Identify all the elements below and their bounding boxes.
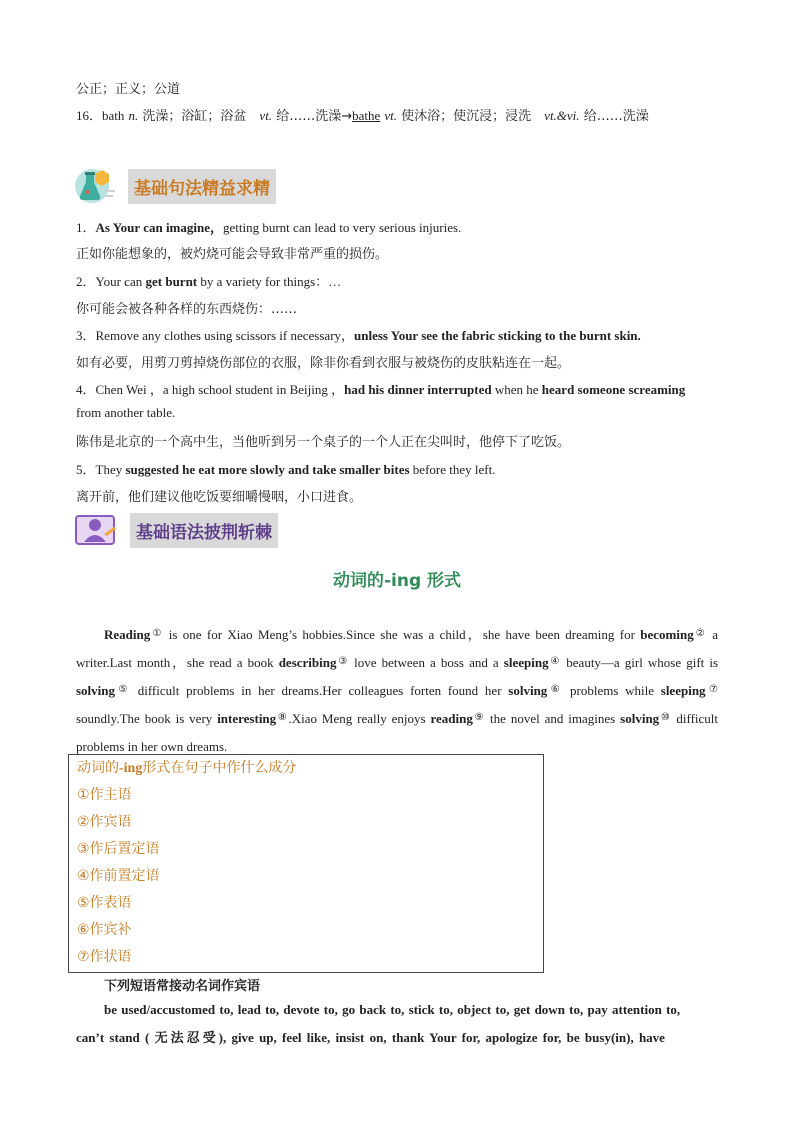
box-title-text: 形式在句子中作什么成分 [142, 760, 297, 776]
gerund-phrases-line1: be used/accustomed to, lead to, devote to, go back to, stick to, object to, get down to, pay attention to, [104, 1002, 681, 1017]
ing-word: Reading [104, 627, 151, 642]
ing-word: sleeping [503, 655, 549, 670]
ing-word: solving [620, 711, 660, 726]
sentence-3 [76, 325, 641, 344]
phrase-text: can’t stand ( [76, 1030, 155, 1045]
function-item: ⑥作宾补 [77, 922, 132, 938]
function-item: ①作主语 [77, 787, 132, 803]
circle-number: ① [150, 628, 164, 639]
function-item: ⑤作表语 [77, 895, 132, 911]
pos-label: vt.&vi. [544, 108, 580, 123]
sentence-number: 3． [76, 328, 96, 343]
sentence-key: suggested he eat more slowly and take smaller bites [125, 462, 410, 477]
circle-number: ② [693, 628, 707, 639]
sentence-1-translation: 正如你能想象的，被灼烧可能会导致非常严重的损伤。 [76, 247, 389, 262]
function-list-box [68, 754, 544, 973]
phrase-gloss: 无法忍受 [154, 1031, 219, 1046]
passage-text: beauty—a girl whose gift is [561, 655, 719, 670]
section-heading-grammar [74, 510, 278, 550]
phrase-text: ), give up, feel like, insist on, thank Your for, apologize for, be busy(in), have [218, 1030, 665, 1045]
sentence-number: 2． [76, 274, 96, 289]
derived-word: bathe [352, 108, 381, 123]
passage-text: the novel and imagines [485, 711, 621, 726]
ing-word: sleeping [660, 683, 706, 698]
teacher-icon [74, 510, 120, 550]
sentence-text: before they left. [409, 462, 496, 477]
ing-word: solving [76, 683, 116, 698]
gerund-heading: 下列短语常接动名词作宾语 [104, 979, 261, 994]
gerund-phrases-line2 [76, 1027, 665, 1046]
example-passage [76, 622, 718, 760]
meaning-text: 使沐浴；使沉浸；浸洗 [397, 109, 545, 124]
pos-label: vt. [259, 108, 273, 123]
vocab-line-bath [76, 105, 649, 124]
circle-number: ⑧ [276, 712, 289, 723]
ing-word: describing [278, 655, 337, 670]
function-item: ③作后置定语 [77, 841, 160, 857]
sentence-number: 1． [76, 220, 96, 235]
sentence-4-continued: from another table. [76, 405, 176, 420]
sentence-number: 4． [76, 382, 96, 397]
sentence-text: by a variety for things：… [197, 274, 342, 289]
circle-number: ③ [336, 656, 350, 667]
grammar-topic-title: 动词的-ing 形式 [332, 571, 462, 591]
sentence-3-translation: 如有必要，用剪刀剪掉烧伤部位的衣服，除非你看到衣服与被烧伤的皮肤粘连在一起。 [76, 356, 571, 371]
section-title: 基础句法精益求精 [128, 169, 276, 204]
box-title-text: 动词的 [77, 760, 119, 776]
function-item: ⑦作状语 [77, 949, 132, 965]
circle-number: ⑤ [115, 684, 131, 695]
ing-word: reading [430, 711, 473, 726]
pos-label: vt. [384, 108, 398, 123]
ing-word: becoming [640, 627, 694, 642]
function-item: ④作前置定语 [77, 868, 160, 884]
sentence-4 [76, 379, 685, 398]
passage-text: .Xiao Meng really enjoys [288, 711, 431, 726]
sentence-key: heard someone screaming [541, 382, 686, 397]
sentence-text: when he [491, 382, 542, 397]
sentence-text: Chen Wei ，a high school student in Beijing ， [95, 382, 345, 397]
sentence-5-translation: 离开前，他们建议他吃饭要细嚼慢咽，小口进食。 [76, 490, 363, 505]
sentence-number: 5． [76, 462, 96, 477]
ing-word: solving [508, 683, 548, 698]
sentence-2-translation: 你可能会被各种各样的东西烧伤：…… [76, 302, 298, 317]
circle-number: ⑥ [547, 684, 564, 695]
sentence-key: unless Your see the fabric sticking to the burnt skin. [354, 328, 641, 343]
text-line-justice: 公正；正义；公道 [76, 82, 181, 97]
passage-text: love between a boss and a [349, 655, 504, 670]
sentence-text: Remove any clothes using scissors if necessary， [95, 328, 355, 343]
vocab-number: 16．bath [76, 108, 125, 123]
sentence-key: had his dinner interrupted [344, 382, 492, 397]
sentence-4-translation: 陈伟是北京的一个高中生，当他听到另一个桌子的一个人正在尖叫时，他停下了吃饭。 [76, 435, 571, 450]
meaning-text: 洗澡；浴缸；浴盆 [138, 109, 260, 124]
passage-text: difficult problems in her own dreams. [76, 711, 719, 754]
flask-icon [72, 166, 118, 206]
sentence-key: get burnt [145, 274, 198, 289]
meaning-text: 给……洗澡 [579, 109, 649, 124]
passage-text: soundly.The book is very [76, 711, 218, 726]
passage-text: problems while [563, 683, 661, 698]
circle-number: ⑦ [705, 684, 719, 695]
section-title: 基础语法披荆斩棘 [130, 513, 278, 548]
passage-text: difficult problems in her dreams.Her colleagues forten found her [130, 683, 509, 698]
circle-number: ⑩ [659, 712, 672, 723]
circle-number: ④ [548, 656, 562, 667]
circle-number: ⑨ [472, 712, 486, 723]
ing-word: interesting [217, 711, 277, 726]
meaning-text: 给……洗澡→ [272, 109, 353, 124]
sentence-5 [76, 459, 495, 478]
pos-label: n. [128, 108, 139, 123]
sentence-2 [76, 271, 341, 290]
passage-text: a writer.Last month，she read a book [76, 627, 718, 670]
box-title [77, 757, 296, 777]
passage-text: is one for Xiao Meng’s hobbies.Since she was a child，she have been dreaming for [163, 627, 641, 642]
sentence-text: They [95, 462, 126, 477]
sentence-key: As Your can imagine， [95, 220, 223, 235]
box-title-ing: -ing [119, 761, 143, 776]
section-heading-syntax [72, 166, 276, 206]
function-item: ②作宾语 [77, 814, 132, 830]
sentence-text: getting burnt can lead to very serious injuries. [223, 220, 462, 235]
sentence-1 [76, 217, 461, 236]
sentence-text: Your can [95, 274, 146, 289]
